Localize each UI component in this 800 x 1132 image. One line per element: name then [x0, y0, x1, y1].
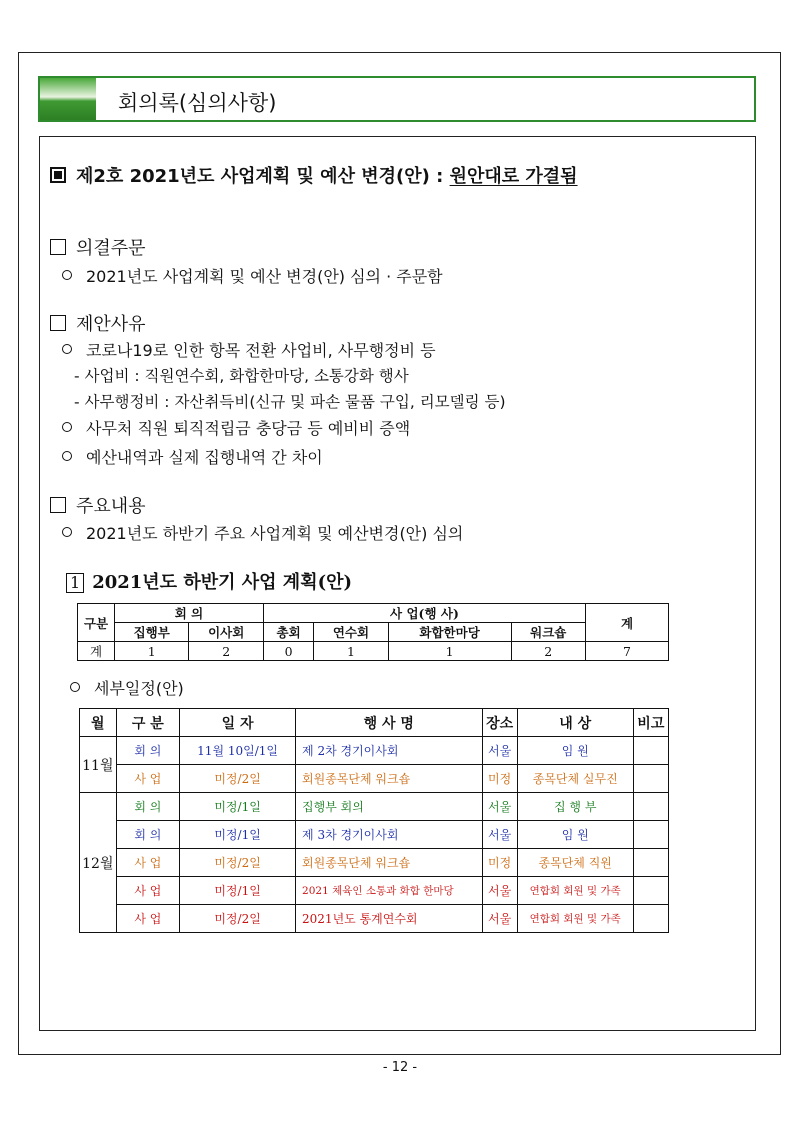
summary-value-row	[78, 642, 669, 661]
schedule-header-cell: 월	[80, 709, 117, 737]
summary-header-cell: 워크숍	[511, 623, 586, 642]
summary-header-row	[78, 604, 669, 623]
schedule-header-cell: 장소	[482, 709, 517, 737]
row-note	[633, 793, 668, 821]
table-row	[80, 821, 669, 849]
row-event: 회원종목단체 워크숍	[296, 765, 482, 793]
summary-value: 1	[115, 642, 189, 661]
item-text: 2021년도 사업계획 및 예산 변경(안) 심의 · 주문함	[86, 267, 443, 286]
circle-bullet-icon	[70, 682, 80, 692]
circle-bullet-icon	[62, 527, 72, 537]
row-target: 임 원	[517, 821, 633, 849]
summary-value: 2	[189, 642, 263, 661]
empty-square-icon	[50, 239, 66, 255]
reason-item-2	[62, 416, 410, 439]
summary-header-cell: 연수회	[314, 623, 388, 642]
detail-title	[70, 676, 184, 699]
row-date: 미정/2일	[180, 849, 296, 877]
row-date: 미정/1일	[180, 877, 296, 905]
row-place: 서울	[482, 821, 517, 849]
row-place: 서울	[482, 793, 517, 821]
row-target: 연합회 회원 및 가족	[517, 905, 633, 933]
row-event: 2021 체육인 소통과 화합 한마당	[296, 877, 482, 905]
summary-row-label: 계	[78, 642, 115, 661]
schedule-header-row	[80, 709, 669, 737]
row-date: 미정/2일	[180, 765, 296, 793]
row-note	[633, 821, 668, 849]
row-type: 사 업	[116, 877, 180, 905]
agenda-title	[50, 162, 578, 188]
row-date: 미정/1일	[180, 821, 296, 849]
summary-header-cell: 화합한마당	[388, 623, 511, 642]
summary-value: 7	[586, 642, 669, 661]
main-item-1	[62, 521, 463, 544]
header-accent-block	[40, 78, 96, 120]
plan-title-text: 2021년도 하반기 사업 계획(안)	[92, 572, 352, 593]
section-resolution-title	[50, 234, 146, 260]
row-place: 서울	[482, 737, 517, 765]
row-place: 미정	[482, 849, 517, 877]
section-main-title	[50, 492, 146, 518]
table-row	[80, 793, 669, 821]
summary-value: 1	[388, 642, 511, 661]
row-date: 미정/2일	[180, 905, 296, 933]
row-note	[633, 737, 668, 765]
row-note	[633, 905, 668, 933]
circle-bullet-icon	[62, 344, 72, 354]
row-type: 회 의	[116, 821, 180, 849]
row-event: 2021년도 통계연수회	[296, 905, 482, 933]
row-place: 미정	[482, 765, 517, 793]
row-note	[633, 765, 668, 793]
row-place: 서울	[482, 905, 517, 933]
row-type: 사 업	[116, 849, 180, 877]
row-event: 제 3차 경기이사회	[296, 821, 482, 849]
table-row	[80, 849, 669, 877]
summary-header-cell: 집행부	[115, 623, 189, 642]
item-text: 2021년도 하반기 주요 사업계획 및 예산변경(안) 심의	[86, 524, 464, 543]
row-target: 연합회 회원 및 가족	[517, 877, 633, 905]
summary-subheader-row	[78, 623, 669, 642]
row-target: 종목단체 직원	[517, 849, 633, 877]
item-text: 사무처 직원 퇴직적립금 충당금 등 예비비 증액	[86, 419, 411, 438]
agenda-prefix: 제2호 2021년도 사업계획 및 예산 변경(안) :	[76, 166, 450, 187]
summary-col-category: 구분	[78, 604, 115, 642]
reason-sub-1: - 사업비 : 직원연수회, 화합한마당, 소통강화 행사	[74, 367, 409, 385]
plan-title	[66, 568, 352, 594]
row-type: 회 의	[116, 793, 180, 821]
row-note	[633, 849, 668, 877]
header-title: 회의록(심의사항)	[118, 91, 277, 115]
schedule-header-cell: 비고	[633, 709, 668, 737]
reason-item-3	[62, 445, 323, 468]
summary-group-business: 사 업(행 사)	[263, 604, 585, 623]
summary-group-meeting: 회 의	[115, 604, 264, 623]
schedule-header-cell: 행 사 명	[296, 709, 482, 737]
item-text: 예산내역과 실제 집행내역 간 차이	[86, 448, 323, 467]
page-number: - 12 -	[382, 1060, 418, 1075]
row-event: 집행부 회의	[296, 793, 482, 821]
month-cell: 12월	[80, 793, 117, 933]
schedule-header-cell: 내 상	[517, 709, 633, 737]
plan-number: 1	[66, 573, 84, 593]
row-date: 11월 10일/1일	[180, 737, 296, 765]
header-bar	[38, 76, 756, 122]
summary-value: 2	[511, 642, 586, 661]
agenda-result: 원안대로 가결됨	[449, 166, 578, 187]
table-row	[80, 737, 669, 765]
row-type: 회 의	[116, 737, 180, 765]
row-target: 집 행 부	[517, 793, 633, 821]
row-event: 제 2차 경기이사회	[296, 737, 482, 765]
schedule-header-cell: 일 자	[180, 709, 296, 737]
empty-square-icon	[50, 315, 66, 331]
month-cell: 11월	[80, 737, 117, 793]
summary-table	[77, 603, 669, 661]
detail-title-text: 세부일정(안)	[94, 679, 184, 698]
summary-header-cell: 총회	[263, 623, 313, 642]
section-reason-title	[50, 310, 146, 336]
row-type: 사 업	[116, 905, 180, 933]
empty-square-icon	[50, 497, 66, 513]
schedule-header-cell: 구 분	[116, 709, 180, 737]
row-note	[633, 877, 668, 905]
summary-col-total: 계	[586, 604, 669, 642]
section-label: 주요내용	[76, 496, 146, 517]
reason-sub-2: - 사무행정비 : 자산취득비(신규 및 파손 물품 구입, 리모델링 등)	[74, 393, 506, 411]
filled-square-icon	[50, 167, 66, 183]
row-date: 미정/1일	[180, 793, 296, 821]
resolution-item	[62, 264, 443, 287]
row-target: 임 원	[517, 737, 633, 765]
circle-bullet-icon	[62, 422, 72, 432]
summary-header-cell: 이사회	[189, 623, 263, 642]
row-target: 종목단체 실무진	[517, 765, 633, 793]
summary-value: 1	[314, 642, 388, 661]
table-row	[80, 877, 669, 905]
row-place: 서울	[482, 877, 517, 905]
summary-value: 0	[263, 642, 313, 661]
schedule-table	[79, 708, 669, 933]
row-type: 사 업	[116, 765, 180, 793]
section-label: 제안사유	[76, 314, 146, 335]
table-row	[80, 905, 669, 933]
section-label: 의결주문	[76, 238, 146, 259]
circle-bullet-icon	[62, 451, 72, 461]
reason-item-1	[62, 338, 436, 361]
item-text: 코로나19로 인한 항목 전환 사업비, 사무행정비 등	[86, 341, 436, 360]
table-row	[80, 765, 669, 793]
circle-bullet-icon	[62, 270, 72, 280]
row-event: 회원종목단체 워크숍	[296, 849, 482, 877]
